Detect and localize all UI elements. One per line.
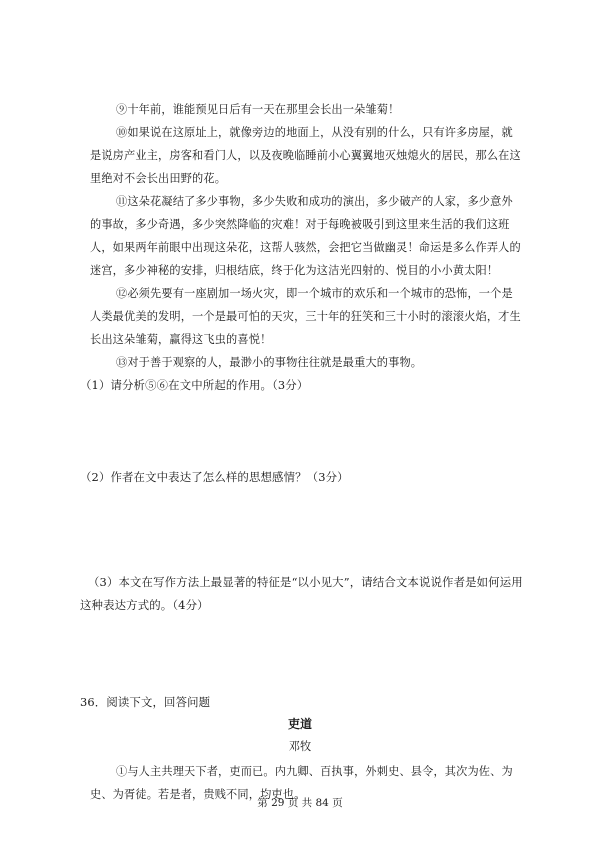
- passage-author: 邓牧: [288, 740, 312, 753]
- paragraph-11: ⑪这朵花凝结了多少事物，多少失败和成功的演出，多少破产的人家，多少意外的事故，多少奇遇，多少突然降临的灾难！对于每晚被吸引到这里来生活的我们这班人，如果两年前眼中出现这朵花，这帮人骇然，会把它当做幽灵！命运是多么作弄人的迷宫，多少神秘的安排，归根结底，终于化为这洁光四射的、悦目的小小黄太阳！: [90, 195, 521, 277]
- passage-title: 吏道: [287, 717, 312, 731]
- question-2: （2）作者在文中表达了怎么样的思想感情？（3分）: [80, 470, 349, 484]
- question-1: （1）请分析⑤⑥在文中所起的作用。（3分）: [80, 378, 309, 392]
- paragraph-12: ⑫必须先要有一座剧加一场火灾，即一个城市的欢乐和一个城市的恐怖，一个是人类最优美的发明，一个是最可怕的天灾，三十年的狂笑和三十小时的滚滚火焰，才生长出这朵雏菊，赢得这飞虫的喜悦！: [90, 287, 521, 346]
- passage-paragraph-1: ①与人主共理天下者，吏而已。内九卿、百执事，外刺史、县令，其次为佐、为史、为胥徒。若是者，贵贱不同，均吏也。: [90, 765, 513, 801]
- paragraph-13: ⑬对于善于观察的人，最渺小的事物往往就是最重大的事物。: [116, 356, 423, 369]
- paragraph-9: ⑨十年前，谁能预见日后有一天在那里会长出一朵雏菊！: [116, 103, 400, 116]
- paragraph-10: ⑩如果说在这原址上，就像旁边的地面上，从没有别的什么，只有许多房屋，就是说房产业主，房客和看门人，以及夜晚临睡前小心翼翼地灭烛熄火的居民，那么在这里绝对不会长出田野的花。: [90, 126, 521, 185]
- section-36-prompt: 36．阅读下文，回答问题: [80, 695, 211, 709]
- question-3: （3）本文在写作方法上最显著的特征是“以小见大”，请结合文本说说作者是如何运用这种表达方式的。（4分）: [80, 575, 523, 612]
- page-footer: 第 29 页 共 84 页: [257, 797, 343, 809]
